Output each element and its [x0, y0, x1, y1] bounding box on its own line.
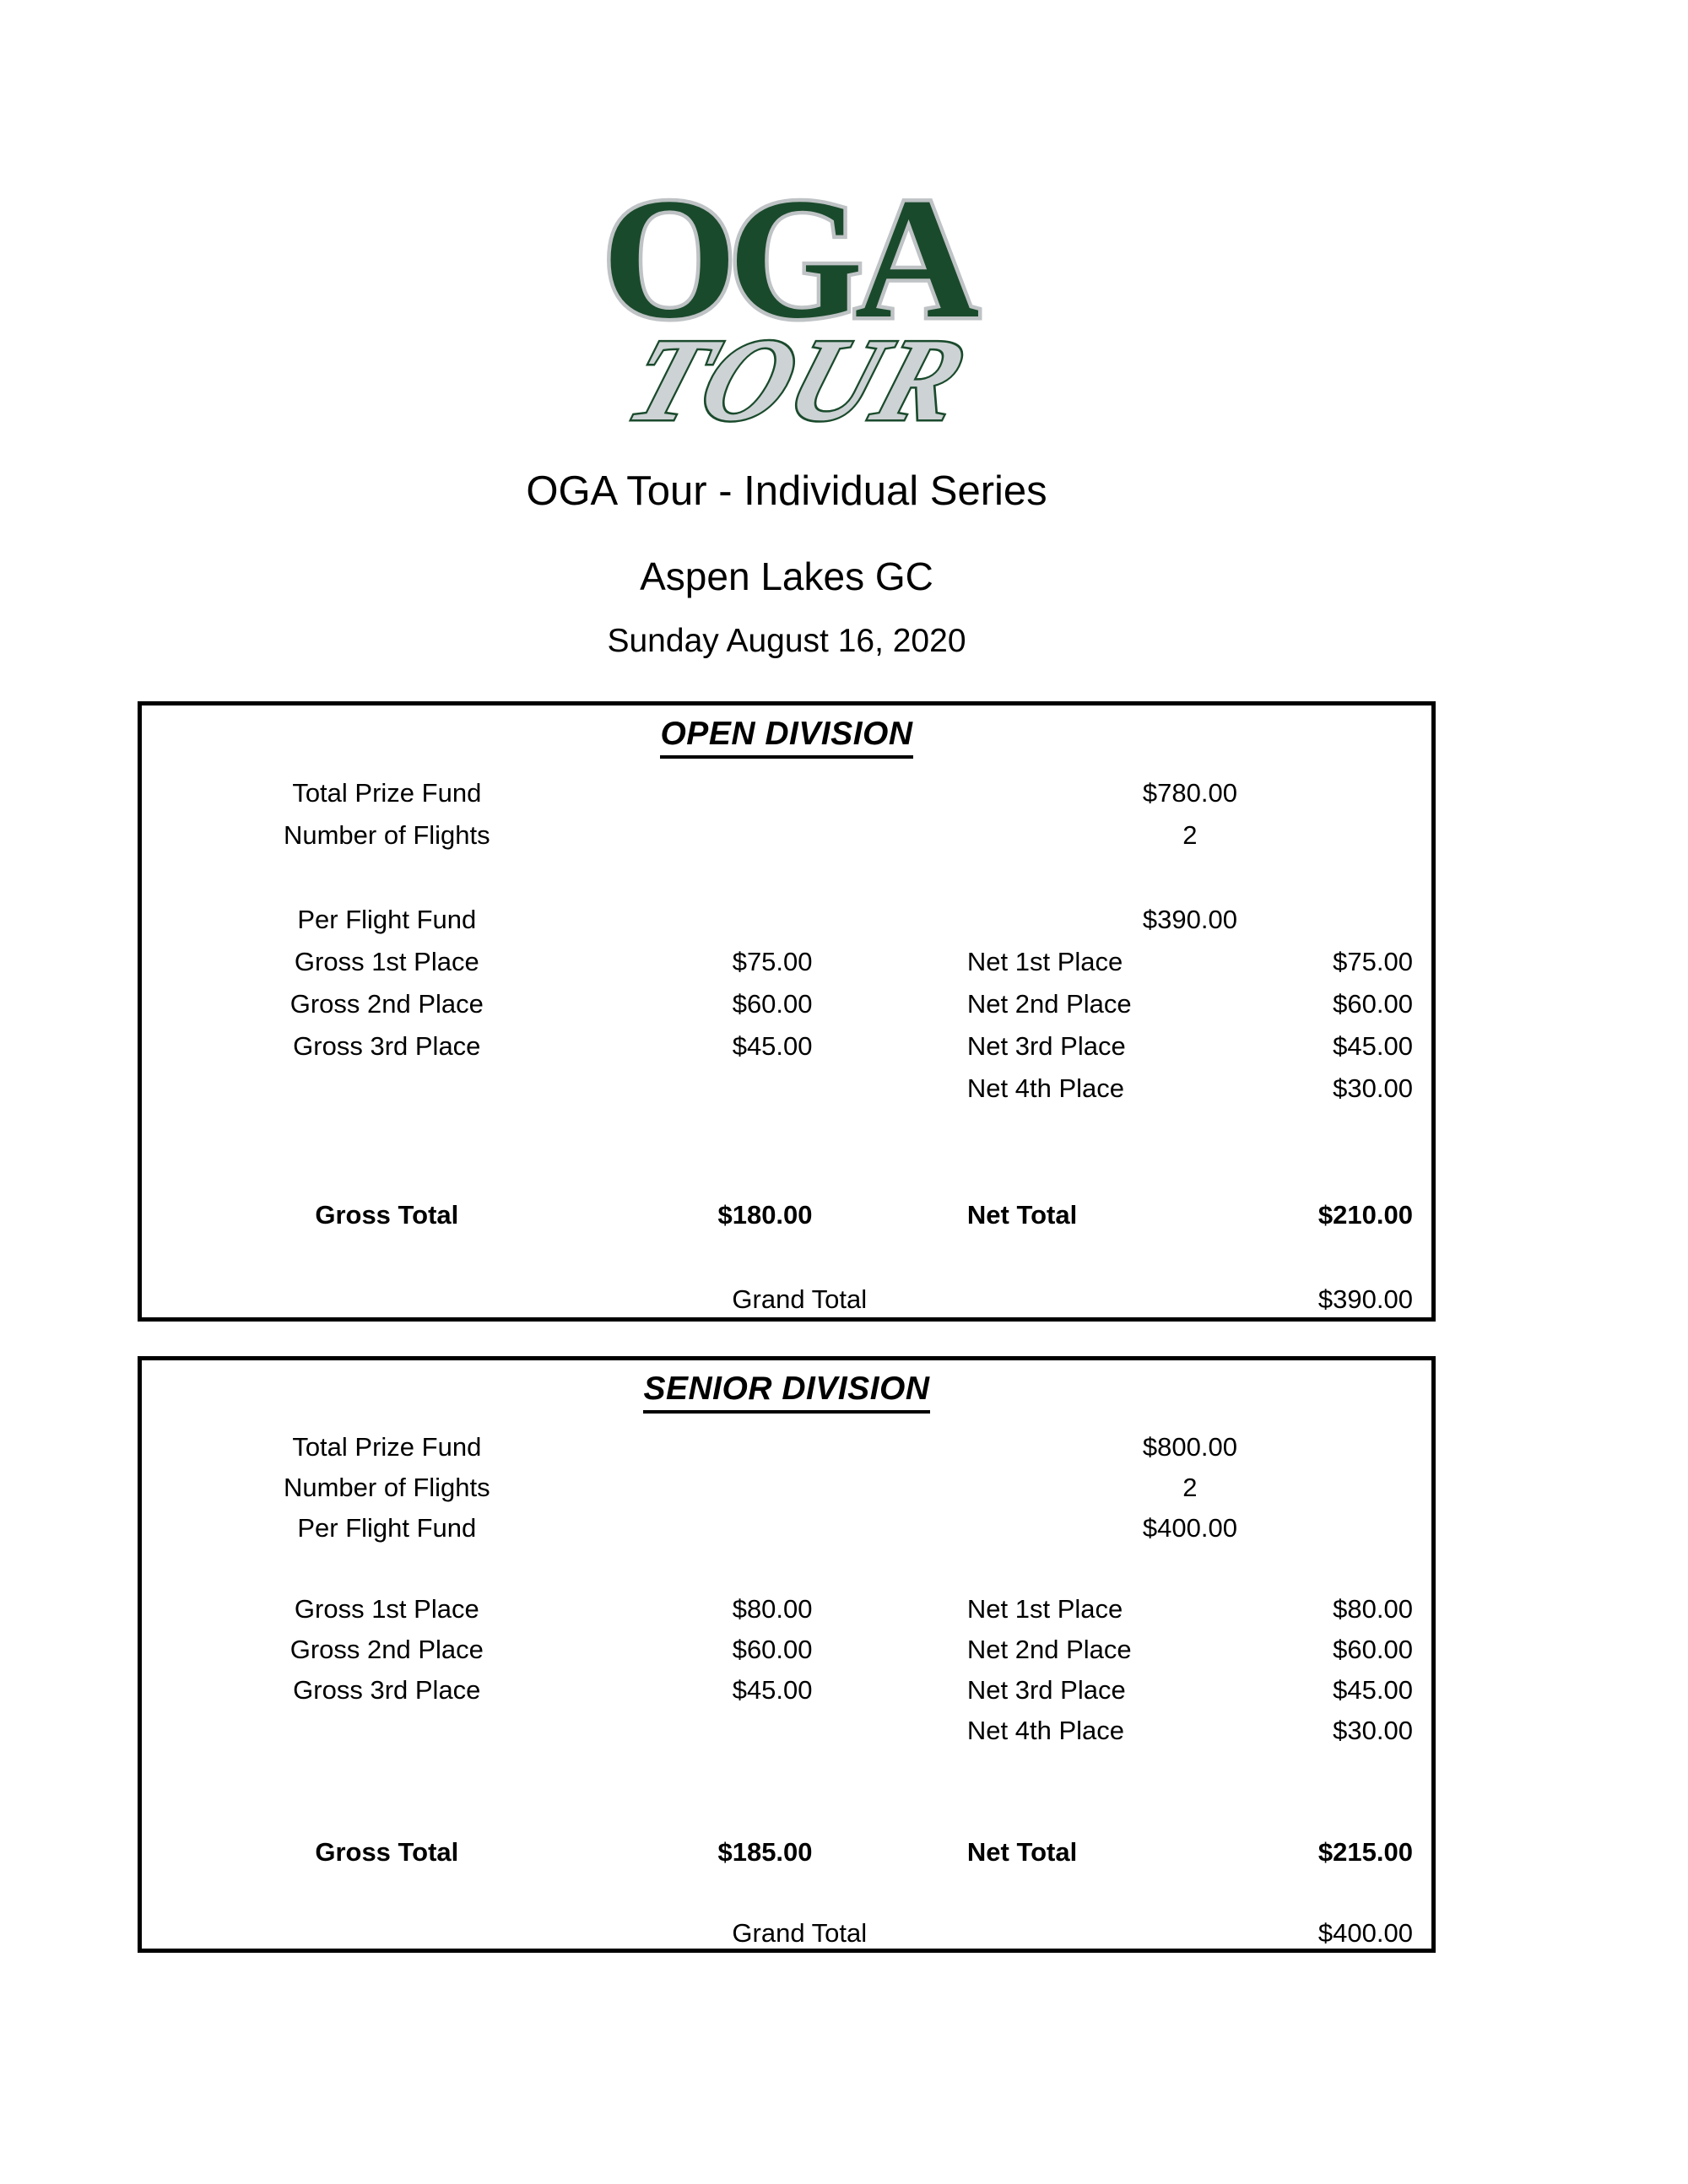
table-row-totals [142, 1194, 1431, 1236]
net-total-value: $215.00 [1317, 1836, 1413, 1867]
oga-tour-logo-graphic [576, 181, 998, 435]
row-label: Number of Flights [283, 1472, 490, 1502]
grand-total-value: $400.00 [1317, 1917, 1413, 1948]
gross-label: Gross 3rd Place [293, 1030, 481, 1061]
net-value: $45.00 [1333, 1674, 1413, 1705]
blank-row [142, 1873, 1431, 1913]
net-total-label: Net Total [966, 1199, 1078, 1230]
gross-label: Gross 1st Place [294, 1593, 479, 1624]
table-row-place-2 [142, 983, 1431, 1025]
table-row-place-1 [142, 1589, 1431, 1630]
gross-value: $75.00 [732, 946, 813, 976]
gross-label: Gross 2nd Place [289, 1634, 484, 1664]
table-row-total-prize-fund [142, 772, 1431, 814]
open-division-header [142, 705, 1431, 772]
gross-label: Gross 1st Place [294, 946, 479, 976]
row-label: Number of Flights [283, 819, 490, 850]
net-value: $30.00 [1333, 1073, 1413, 1103]
net-value: $45.00 [1333, 1030, 1413, 1061]
net-label: Net 3rd Place [966, 1674, 1126, 1705]
table-row-place-4 [142, 1711, 1431, 1751]
row-value: $390.00 [1142, 904, 1237, 934]
row-label: Per Flight Fund [297, 1512, 477, 1543]
row-value: 2 [1182, 1472, 1198, 1502]
blank-row [142, 1792, 1431, 1832]
grand-total-value: $390.00 [1317, 1284, 1413, 1314]
net-label: Net 1st Place [966, 946, 1123, 976]
row-value: $800.00 [1142, 1431, 1237, 1462]
net-label: Net 3rd Place [966, 1030, 1126, 1061]
table-row-grand-total [142, 1279, 1431, 1321]
blank-row [142, 1751, 1431, 1792]
table-row-totals [142, 1832, 1431, 1873]
table-row-place-1 [142, 941, 1431, 983]
gross-total-label: Gross Total [315, 1199, 459, 1230]
grand-total-label: Grand Total [732, 1917, 868, 1948]
net-value: $30.00 [1333, 1715, 1413, 1745]
table-row-per-flight-fund [142, 1508, 1431, 1549]
row-value: $400.00 [1142, 1512, 1237, 1543]
table-row-number-of-flights [142, 1468, 1431, 1508]
table-row-place-2 [142, 1630, 1431, 1670]
row-value: 2 [1182, 819, 1198, 850]
logo-oga-text: OGA [602, 181, 971, 354]
gross-total-label: Gross Total [315, 1836, 459, 1867]
net-label: Net 4th Place [966, 1715, 1124, 1745]
blank-row [142, 1110, 1431, 1152]
net-label: Net 1st Place [966, 1593, 1123, 1624]
gross-value: $60.00 [732, 988, 813, 1019]
oga-tour-logo [138, 0, 1436, 435]
logo-tour-skew [614, 315, 982, 435]
page-title: OGA Tour - Individual Series [526, 468, 1047, 514]
blank-row [142, 857, 1431, 899]
net-label: Net 2nd Place [966, 1634, 1132, 1664]
senior-division-box [138, 1356, 1436, 1953]
open-division-box [138, 701, 1436, 1322]
blank-row [142, 1549, 1431, 1589]
document-content [138, 0, 1436, 1953]
net-total-value: $210.00 [1317, 1199, 1413, 1230]
net-total-label: Net Total [966, 1836, 1078, 1867]
net-label: Net 2nd Place [966, 988, 1132, 1019]
table-row-per-flight-fund [142, 899, 1431, 941]
logo-tour-text: TOUR [613, 315, 982, 435]
net-value: $60.00 [1333, 1634, 1413, 1664]
row-value: $780.00 [1142, 777, 1237, 808]
net-value: $75.00 [1333, 946, 1413, 976]
division-title: OPEN DIVISION [660, 716, 912, 759]
row-label: Total Prize Fund [292, 777, 482, 808]
gross-label: Gross 3rd Place [293, 1674, 481, 1705]
table-row-place-3 [142, 1670, 1431, 1711]
venue-name: Aspen Lakes GC [640, 554, 933, 598]
event-date: Sunday August 16, 2020 [607, 622, 966, 659]
grand-total-label: Grand Total [732, 1284, 868, 1314]
gross-value: $80.00 [732, 1593, 813, 1624]
gross-value: $60.00 [732, 1634, 813, 1664]
gross-value: $45.00 [732, 1674, 813, 1705]
table-row-total-prize-fund [142, 1427, 1431, 1468]
senior-division-header [142, 1360, 1431, 1427]
net-value: $80.00 [1333, 1593, 1413, 1624]
table-row-number-of-flights [142, 814, 1431, 857]
table-row-grand-total [142, 1913, 1431, 1954]
gross-total-value: $185.00 [717, 1836, 813, 1867]
net-label: Net 4th Place [966, 1073, 1124, 1103]
table-row-place-4 [142, 1068, 1431, 1110]
blank-row [142, 1152, 1431, 1194]
row-label: Total Prize Fund [292, 1431, 482, 1462]
division-title: SENIOR DIVISION [643, 1370, 929, 1414]
net-value: $60.00 [1333, 988, 1413, 1019]
table-row-place-3 [142, 1025, 1431, 1068]
gross-label: Gross 2nd Place [289, 988, 484, 1019]
blank-row [142, 1236, 1431, 1279]
row-label: Per Flight Fund [297, 904, 477, 934]
gross-value: $45.00 [732, 1030, 813, 1061]
gross-total-value: $180.00 [717, 1199, 813, 1230]
